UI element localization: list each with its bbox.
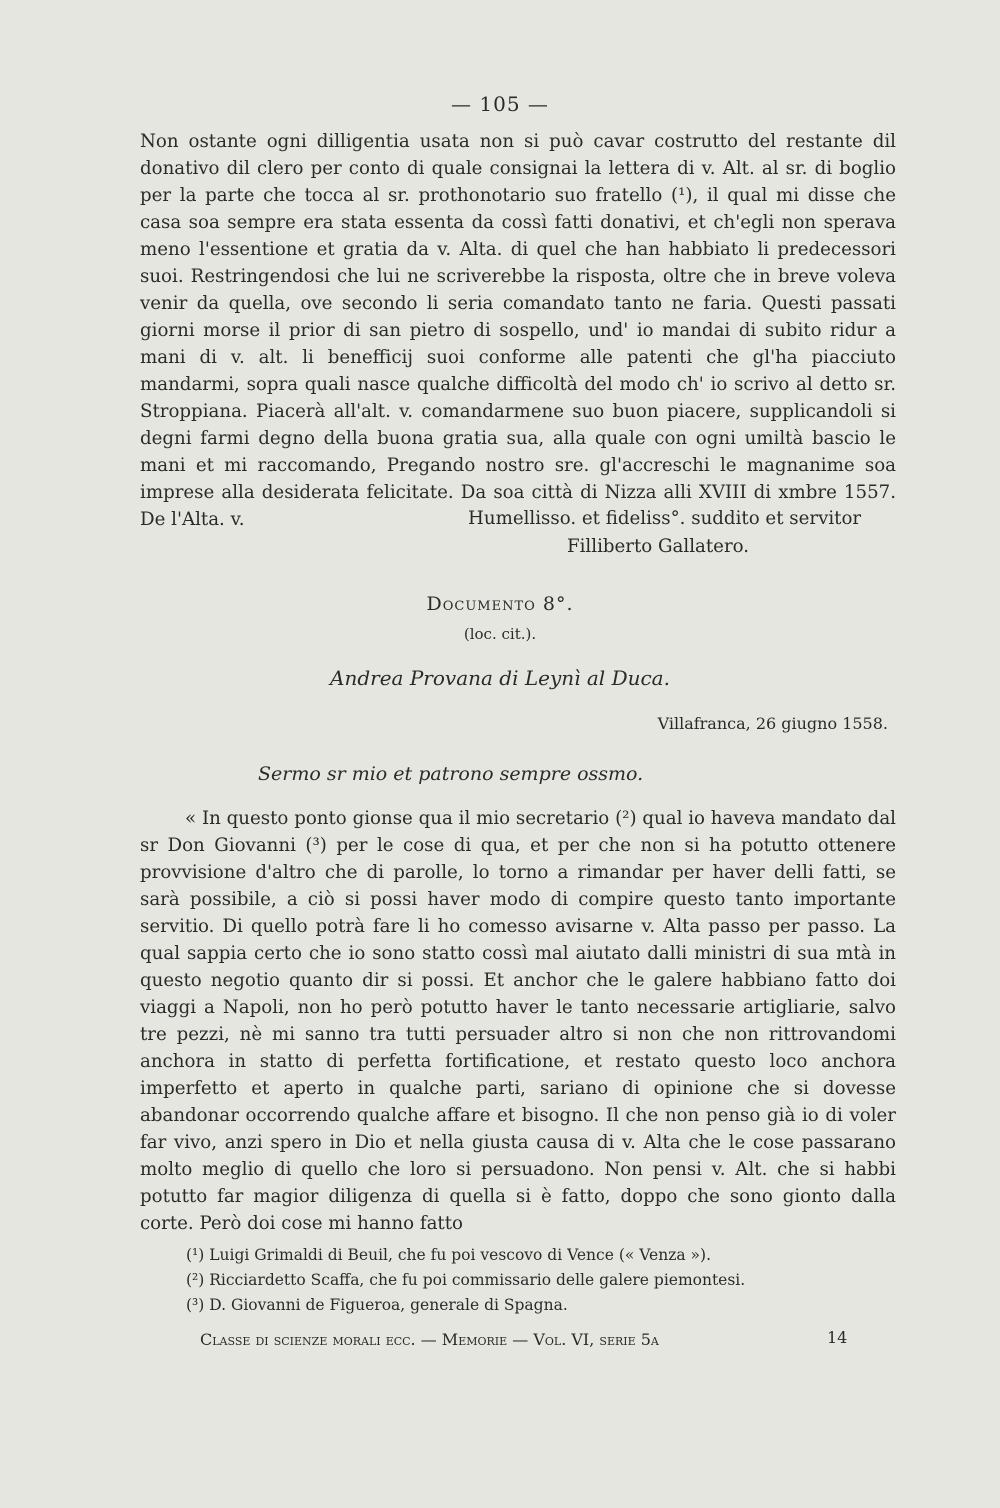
letter-2-paragraph: « In questo ponto gionse qua il mio secretario (²) qual io haveva mandato dal sr Don Giovanni (³) per le cose di qua, et per che non si ha potutto ottenere provvisione d'altro che di parolle, lo torno a rimandar per haver delli fatti, se sarà possibile, a ciò si possi haver modo di compire questo tanto importante servitio. Di quello potrà fare li ho comesso avisarne v. Alta passo per passo. La qual sappia certo che io sono statto cossì mal aiutato dalli ministri di sua mtà in questo negotio quanto dir si possi. Et anchor che le galere habbiano fatto doi viaggi a Napoli, non ho però potutto haver le tanto necessarie artigliarie, salvo tre pezzi, nè mi sanno tra tutti persuader altro si non che non rittrovandomi anchora in statto di perfetta fortificatione, et restato questo loco anchora imperfetto et aperto in qualche parti, sariano di opinione che si dovesse abandonar occorrendo qualche affare et bisogno. Il che non penso già io di voler far vivo, anzi spero in Dio et nella giusta causa di v. Alta che le cose passarano molto meglio di quello che loro si persuadono. Non pensi v. Alt. che si habbi potutto far magior diligenza di quella si è fatto, doppo che sono gionto dalla corte. Però doi cose mi hanno fatto: [140, 808, 896, 1234]
footnotes: [186, 1243, 745, 1318]
document-title: Documento 8°.: [426, 593, 574, 615]
salutation: Sermo sr mio et patrono sempre ossmo.: [258, 763, 644, 785]
signature-line-1: Humellisso. et fideliss°. suddito et servitor: [468, 508, 862, 529]
document-heading: Andrea Provana di Leynì al Duca.: [330, 666, 670, 690]
signature-line-2: Filliberto Gallatero.: [567, 536, 750, 557]
letter-1-paragraph: Non ostante ogni dilligentia usata non si può cavar costrutto del restante dil donativo dil clero per conto di quale consignai la lettera di v. Alt. al sr. di boglio per la parte che tocca al sr. prothonotario suo fratello (¹), il qual mi disse che casa soa sempre era stata essenta da cossì fatti donativi, et ch'egli non sperava meno l'essentione et gratia da v. Alta. di quel che han habbiato li predecessori suoi. Restringendosi che lui ne scriverebbe la risposta, oltre che in breve voleva venir da quella, ove secondo li seria comandato tanto ne faria. Questi passati giorni morse il prior di san pietro di sospello, und' io mandai di subito ridur a mani di v. alt. li benefficij suoi conforme alle patenti che gl'ha piacciuto mandarmi, sopra quali nasce qualche difficoltà del modo ch' io scrivo al detto sr. Stroppiana. Piacerà all'alt. v. comandarmene suo buon piacere, supplicandoli si degni farmi degno della buona gratia sua, alla quale con ogni umiltà bascio le mani et mi raccomando, Pregando nostro sre. gl'accreschi le magnanime soa imprese alla desiderata felicitate. Da soa città di Nizza alli XVIII di xmbre 1557. De l'Alta. v.: [140, 131, 896, 530]
letter-2-body: [140, 805, 896, 1237]
footnote-1: (¹) Luigi Grimaldi di Beuil, che fu poi vescovo di Vence (« Venza »).: [186, 1246, 711, 1264]
document-location: (loc. cit.).: [463, 625, 537, 643]
footnote-2: (²) Ricciardetto Scaffa, che fu poi commissario delle galere piemontesi.: [186, 1271, 746, 1289]
footnote-3: (³) D. Giovanni de Figueroa, generale di Spagna.: [186, 1296, 568, 1314]
footer-sheet-number: 14: [827, 1328, 848, 1347]
footer-series: Classe di scienze morali ecc. — Memorie — Vol. VI, serie 5a: [200, 1330, 659, 1349]
place-date: Villafranca, 26 giugno 1558.: [657, 714, 888, 733]
page-number: — 105 —: [451, 92, 549, 116]
letter-1-body: [140, 128, 896, 533]
